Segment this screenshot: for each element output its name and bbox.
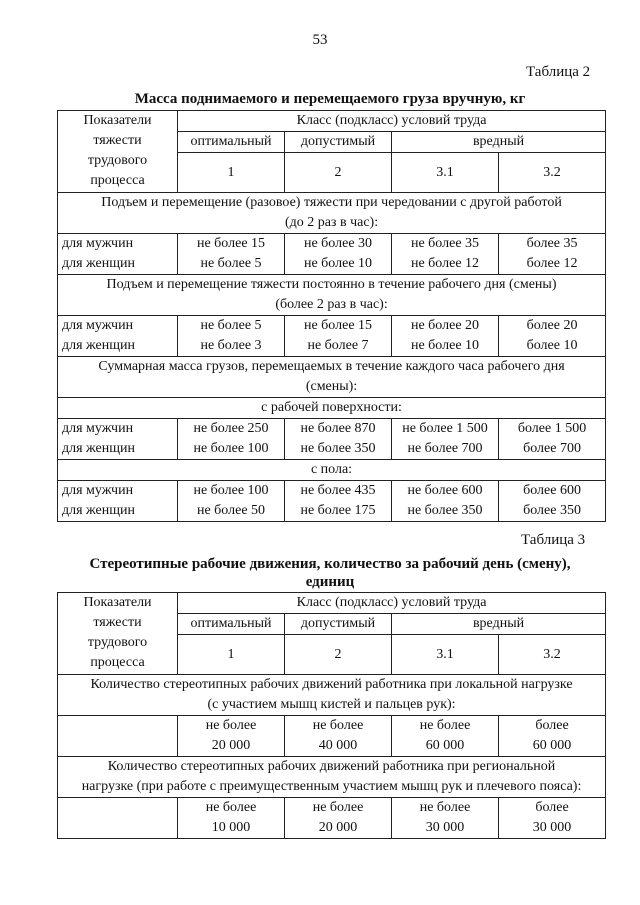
cell-value: не более 60 000: [392, 716, 499, 757]
header-code: 2: [285, 153, 392, 193]
cell-value: не более 35 не более 12: [392, 234, 499, 275]
header-optimal: оптимальный: [178, 614, 285, 635]
cell-value: более 20 более 10: [499, 316, 606, 357]
header-code: 3.2: [499, 153, 606, 193]
header-class-group: Класс (подкласс) условий труда: [178, 111, 606, 132]
row-label: [58, 798, 178, 839]
section-subheading: с пола:: [58, 460, 606, 481]
table3: [57, 592, 606, 839]
cell-value: более 30 000: [499, 798, 606, 839]
cell-value: не более 15 не более 7: [285, 316, 392, 357]
cell-value: не более 870 не более 350: [285, 419, 392, 460]
cell-value: более 60 000: [499, 716, 606, 757]
header-acceptable: допустимый: [285, 614, 392, 635]
section-subheading: с рабочей поверхности:: [58, 398, 606, 419]
section-heading: Количество стереотипных рабочих движений работника при региональной нагрузке (при работе с преимущественным участием мышц рук и плечевого пояса):: [58, 757, 606, 798]
section-heading: Подъем и перемещение тяжести постоянно в течение рабочего дня (смены) (более 2 раз в час):: [58, 275, 606, 316]
cell-value: не более 435 не более 175: [285, 481, 392, 522]
row-label: для мужчин для женщин: [58, 419, 178, 460]
cell-value: более 35 более 12: [499, 234, 606, 275]
row-label: для мужчин для женщин: [58, 481, 178, 522]
cell-value: не более 1 500 не более 700: [392, 419, 499, 460]
header-harmful: вредный: [392, 132, 606, 153]
row-label: [58, 716, 178, 757]
table2-label: Таблица 2: [526, 64, 591, 80]
header-code: 1: [178, 635, 285, 675]
table3-label: Таблица 3: [521, 532, 586, 548]
table2-title: Масса поднимаемого и перемещаемого груза вручную, кг: [134, 91, 526, 107]
header-optimal: оптимальный: [178, 132, 285, 153]
row-label: для мужчин для женщин: [58, 316, 178, 357]
cell-value: не более 100 не более 50: [178, 481, 285, 522]
header-acceptable: допустимый: [285, 132, 392, 153]
header-class-group: Класс (подкласс) условий труда: [178, 593, 606, 614]
header-indicator: Показатели тяжести трудового процесса: [58, 111, 178, 193]
cell-value: не более 15 не более 5: [178, 234, 285, 275]
header-code: 3.1: [392, 153, 499, 193]
cell-value: не более 5 не более 3: [178, 316, 285, 357]
table-row: [58, 234, 606, 275]
header-indicator: Показатели тяжести трудового процесса: [58, 593, 178, 675]
section-heading: Суммарная масса грузов, перемещаемых в течение каждого часа рабочего дня (смены):: [58, 357, 606, 398]
cell-value: не более 10 000: [178, 798, 285, 839]
table2: [57, 110, 606, 522]
cell-value: не более 40 000: [285, 716, 392, 757]
header-code: 2: [285, 635, 392, 675]
section-heading: Количество стереотипных рабочих движений работника при локальной нагрузке (с участием мышц кистей и пальцев рук):: [58, 675, 606, 716]
table-row: [58, 798, 606, 839]
cell-value: не более 20 не более 10: [392, 316, 499, 357]
header-code: 3.2: [499, 635, 606, 675]
page-number: 53: [312, 32, 328, 48]
table-row: [58, 481, 606, 522]
cell-value: более 600 более 350: [499, 481, 606, 522]
table3-title: Стереотипные рабочие движения, количество за рабочий день (смену), единиц: [89, 556, 571, 590]
cell-value: не более 20 000: [178, 716, 285, 757]
table-row: [58, 716, 606, 757]
cell-value: не более 30 не более 10: [285, 234, 392, 275]
table-row: [58, 419, 606, 460]
header-harmful: вредный: [392, 614, 606, 635]
row-label: для мужчин для женщин: [58, 234, 178, 275]
cell-value: не более 250 не более 100: [178, 419, 285, 460]
cell-value: не более 30 000: [392, 798, 499, 839]
header-code: 3.1: [392, 635, 499, 675]
section-heading: Подъем и перемещение (разовое) тяжести при чередовании с другой работой (до 2 раз в час):: [58, 193, 606, 234]
cell-value: более 1 500 более 700: [499, 419, 606, 460]
table-row: [58, 316, 606, 357]
header-code: 1: [178, 153, 285, 193]
cell-value: не более 600 не более 350: [392, 481, 499, 522]
cell-value: не более 20 000: [285, 798, 392, 839]
